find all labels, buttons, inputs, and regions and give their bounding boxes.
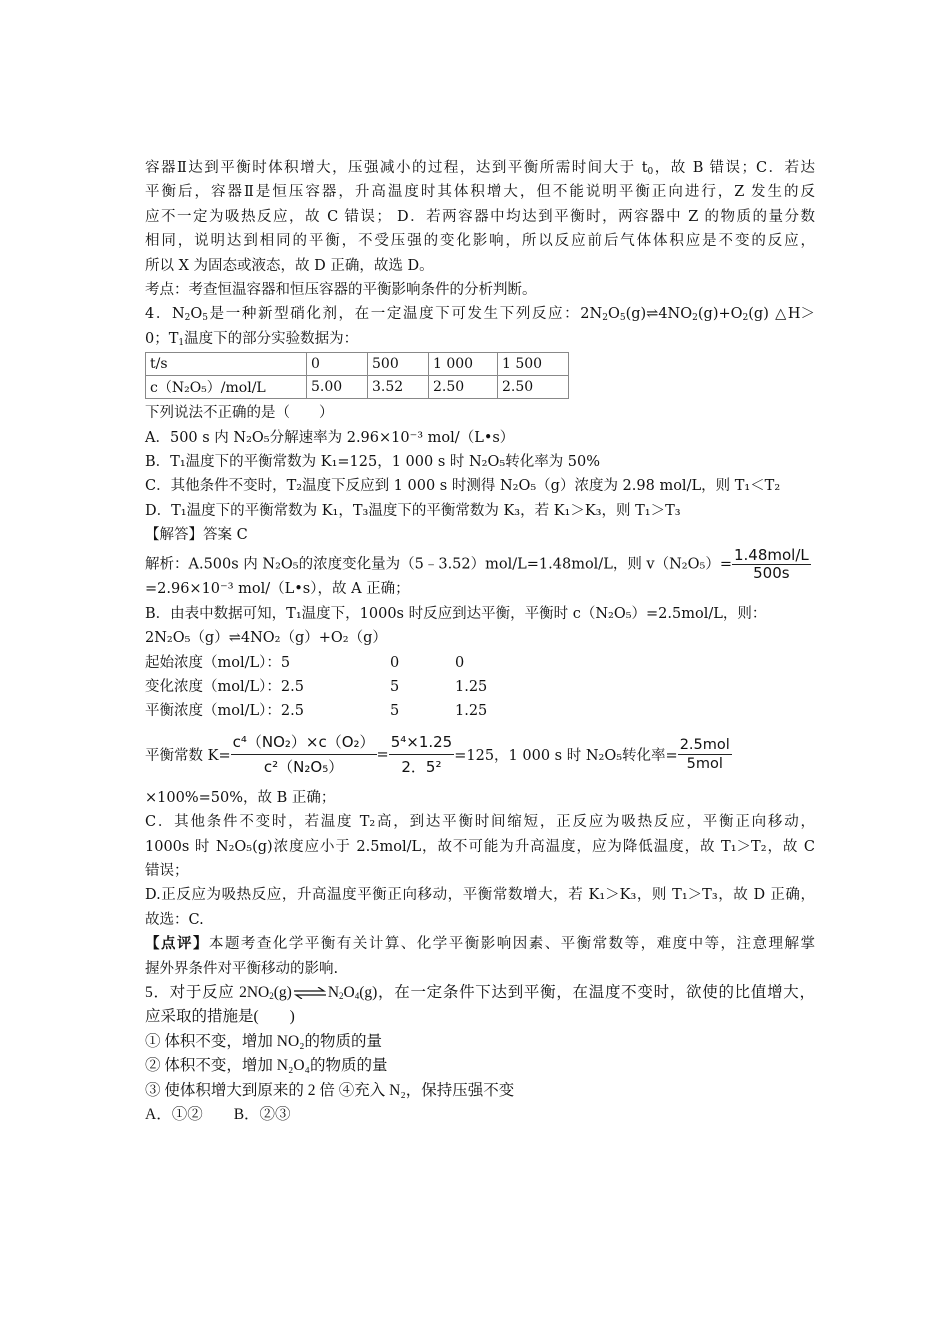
fraction-conversion: $\frac{\text{2.5mol}}{\text{5mol}}$	[679, 737, 730, 773]
table-cell: 2.50	[498, 376, 569, 399]
analysis-c-2: 1000s 时 N₂O₅(g)浓度应小于 2.5mol/L，故不可能为升高温度，应为降低温度，故 T₁＞T₂，故 C	[145, 838, 815, 855]
option-1: ① 体积不变，增加 NO₂的物质的量	[145, 1032, 383, 1050]
analysis-a-result: =2.96×10⁻³ mol/（L•s），故 A 正确；	[145, 581, 410, 598]
table-cell: c（N₂O₅）/mol/L	[146, 376, 307, 399]
equation-line: 2N₂O₅（g）⇌4NO₂（g）+O₂（g）	[145, 630, 387, 647]
equilibrium-arrow-icon	[292, 987, 328, 999]
text-line: 考点：考查恒温容器和恒压容器的平衡影响条件的分析判断。	[145, 281, 537, 298]
text-line: 应不一定为吸热反应，故 C 错误； D．若两容器中均达到平衡时，两容器中 Z 的物质的量分数	[145, 208, 815, 225]
answer-choices: A．①② B．②③	[145, 1105, 291, 1123]
question-5-intro-2: 应采取的措施是( )	[145, 1008, 295, 1026]
table-cell: 2.50	[429, 376, 498, 399]
table-cell: 1 000	[429, 353, 498, 376]
table-cell: 0	[307, 353, 368, 376]
concentration-row: 起始浓度（mol/L）：5 0 0	[145, 654, 465, 671]
reversible-arrow-icon: ⇌	[646, 306, 659, 323]
comment-line-1: 【点评】本题考查化学平衡有关计算、化学平衡影响因素、平衡常数等，难度中等，注意理解掌	[145, 935, 815, 953]
data-table	[145, 352, 569, 399]
equilibrium-constant-formula: 平衡常数 K= $\frac{\text{c⁴（NO₂）×c（O₂）}}{\text{c²（N₂O₅）}}$ = $\frac{\text{5⁴×1.25}}{\text{2．5²}}$ =125，1 000 s 时 N₂O₅转化率= $\frac{\text{2.5mol}}{\text{5mol}}$	[145, 724, 815, 786]
analysis-c-3: 错误；	[145, 862, 189, 879]
option-2: ② 体积不变，增加 N₂O₄的物质的量	[145, 1057, 388, 1075]
option-c: C．其他条件不变时，T₂温度下反应到 1 000 s 时测得 N₂O₅（g）浓度为 2.98 mol/L，则 T₁＜T₂	[145, 478, 781, 495]
text-line: 容器Ⅱ达到平衡时体积增大，压强减小的过程，达到平衡所需时间大于 $t_0$，故 B 错误；C．若达	[145, 160, 815, 177]
fraction-k-value: $\frac{\text{5⁴×1.25}}{\text{2．5²}}$	[389, 730, 455, 779]
option-3-4: ③ 使体积增大到原来的 2 倍 ④充入 N₂，保持压强不变	[145, 1081, 515, 1099]
comment-line-2: 握外界条件对平衡移动的影响.	[145, 960, 339, 977]
text-line: 平衡后，容器Ⅱ是恒压容器，升高温度时其体积增大，但不能说明平衡正向进行，Z 发生的反	[145, 184, 815, 201]
table-cell: 1 500	[498, 353, 569, 376]
conversion-result: ×100%=50%，故 B 正确；	[145, 789, 336, 806]
analysis-d-1: D.正反应为吸热反应，升高温度平衡正向移动，平衡常数增大，若 K₁＞K₃，则 T₁＞T₃，故 D 正确，	[145, 887, 815, 904]
table-cell: 5.00	[307, 376, 368, 399]
question-4-intro-2: 0；$T_1$温度下的部分实验数据为：	[145, 330, 359, 348]
text-line: 所以 X 为固态或液态，故 D 正确，故选 D。	[145, 257, 434, 274]
analysis-c-1: C．其他条件不变时，若温度 T₂高，到达平衡时间缩短，正反应为吸热反应，平衡正向移动，	[145, 814, 815, 831]
question-5-intro: 5．对于反应 $2NO_2(g)$ $N_2O_4(g)$，在一定条件下达到平衡，在温度不变时，欲使的比值增大，	[145, 983, 816, 1001]
text-line: 相同，说明达到相同的平衡，不受压强的变化影响，所以反应前后气体体积应是不变的反应，	[145, 233, 815, 250]
answer-line: 【解答】答案 C	[145, 527, 248, 544]
option-a: A．500 s 内 N₂O₅分解速率为 2.96×10⁻³ mol/（L•s）	[145, 429, 515, 446]
concentration-row: 变化浓度（mol/L）：2.5 5 1.25	[145, 679, 488, 696]
table-row	[146, 353, 569, 376]
table-cell: 500	[368, 353, 429, 376]
analysis-a: 解析：A.500s 内 N₂O₅的浓度变化量为（5﹣3.52）mol/L=1.48mol/L，则 v（N₂O₅）= $\frac{\text{1.48mol/L}}{500s}$	[145, 546, 809, 583]
table-cell: t/s	[146, 353, 307, 376]
analysis-b: B．由表中数据可知，T₁温度下，1000s 时反应到达平衡，平衡时 c（N₂O₅）=2.5mol/L，则：	[145, 605, 767, 622]
table-row	[146, 376, 569, 399]
question-4-prompt: 下列说法不正确的是（ ）	[145, 405, 334, 422]
concentration-row: 平衡浓度（mol/L）：2.5 5 1.25	[145, 703, 488, 720]
fraction-k-definition: $\frac{\text{c⁴（NO₂）×c（O₂）}}{\text{c²（N₂O₅）}}$	[231, 730, 377, 779]
question-4-intro: 4．$N_2O_5$是一种新型硝化剂，在一定温度下可发生下列反应：$2N_2O_5(g)\rightleftharpoons 4NO_2(g)+O_2(g)$ △H＞	[145, 306, 815, 324]
option-d: D．T₁温度下的平衡常数为 K₁，T₃温度下的平衡常数为 K₃，若 K₁＞K₃，则 T₁＞T₃	[145, 502, 681, 519]
document-page	[145, 156, 815, 1127]
analysis-d-2: 故选：C.	[145, 911, 204, 928]
table-cell: 3.52	[368, 376, 429, 399]
fraction-rate: $\frac{\text{1.48mol/L}}{500s}$	[733, 546, 809, 583]
option-b: B．T₁温度下的平衡常数为 K₁=125，1 000 s 时 N₂O₅转化率为 50%	[145, 453, 601, 470]
